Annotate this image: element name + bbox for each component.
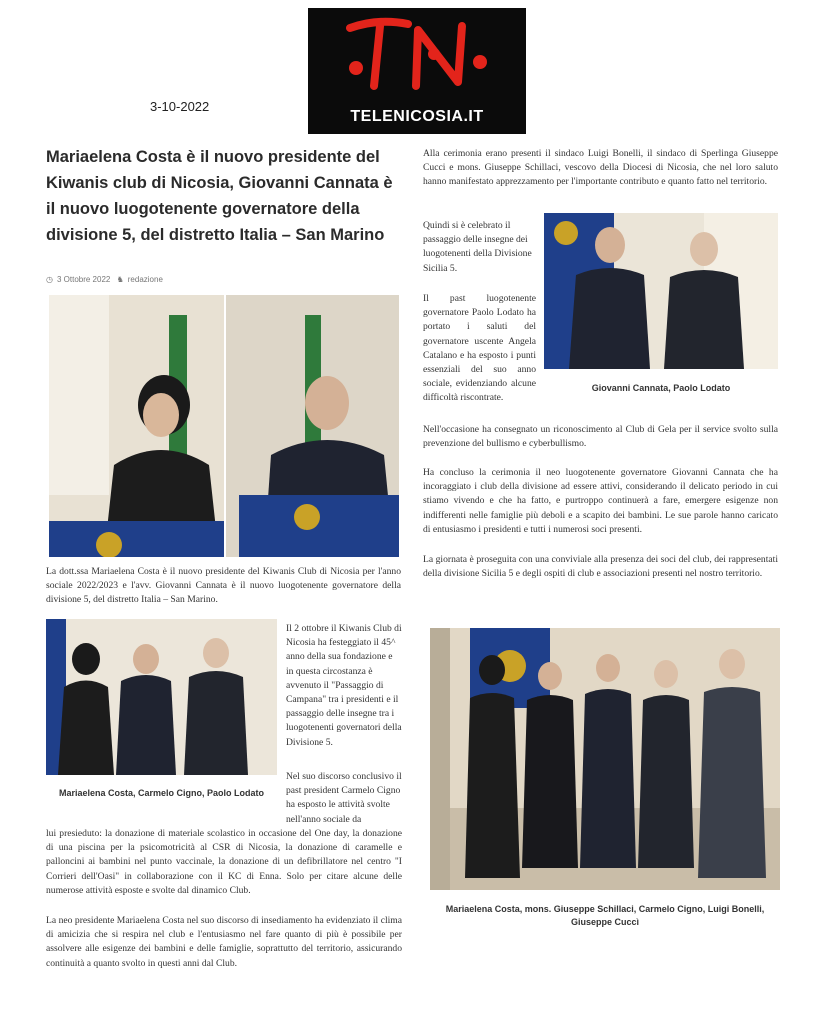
photo-cannata-lodato [544, 213, 778, 369]
paragraph-day: La giornata è proseguita con una conviviale alla presenza dei soci del club, dei rappresentati della divisione Sicilia 5 e degli ospiti di club e associazioni presenti nel nostro territorio. [423, 554, 778, 580]
photo-costa-cannata [49, 295, 399, 557]
caption-group: Mariaelena Costa, mons. Giuseppe Schillaci, Carmelo Cigno, Luigi Bonelli, Giuseppe Cuccì [445, 904, 765, 927]
paragraph-speech-start: Nel suo discorso conclusivo il past president Carmelo Cigno ha esposto le attività svolte nell'anno sociale da [286, 771, 402, 825]
logo-wordmark: TELENICOSIA.IT [350, 108, 484, 125]
article-title: Mariaelena Costa è il nuovo presidente del Kiwanis club di Nicosia, Giovanni Cannata è il nuovo luogotenente governatore della divisione 5, del distretto Italia – San Marino [46, 148, 393, 244]
photo-costa-cigno-lodato [46, 619, 277, 775]
caption-three: Mariaelena Costa, Carmelo Cigno, Paolo Lodato [58, 788, 265, 798]
paragraph-insignia: Quindi si è celebrato il passaggio delle insegne dei luogotenenti della Divisione Sicilia 5. [423, 220, 532, 274]
paragraph-anniversary: Il 2 ottobre il Kiwanis Club di Nicosia ha festeggiato il 45^ anno della sua fondazione e in questa circostanza è avvenuto il "Passaggio di Campana" tra i presidenti e il passaggio delle insegne tra i luogotenenti governatori della Divisione 5. [286, 623, 402, 748]
telenicosia-logo [308, 8, 526, 134]
clock-icon: ◷ [46, 275, 53, 284]
article-meta [46, 275, 167, 284]
tn-logo-icon [308, 8, 526, 108]
publication-date: 3-10-2022 [150, 99, 210, 114]
paragraph-recognition: Nell'occasione ha consegnato un riconoscimento al Club di Gela per il service svolto sulla prevenzione del bullismo e cyberbullismo. [423, 424, 778, 450]
caption-two: Giovanni Cannata, Paolo Lodato [591, 383, 731, 393]
paragraph-ceremony: Alla cerimonia erano presenti il sindaco Luigi Bonelli, il sindaco di Sperlinga Giuseppe Cucci e mons. Giuseppe Schillaci, vescovo della Diocesi di Nicosia, che nel loro saluto hanno manifestato apprezzamento per l'importante contributo e quanto fatto nel territorio. [423, 148, 778, 188]
paragraph-speech-continued: lui presieduto: la donazione di materiale scolastico in occasione del One day, la donazione di una piscina per la psicomotricità al CSR di Nicosia, la donazione di caramelle e palloncini ai bambini nel punto vaccinale, la donazione di un defibrillatore nel centro "I Corrieri dell'Oasi" in collaborazione con il KC di Enna. Solo per citare alcune delle numerose attività esposte e svolte dal dinamico Club. [46, 828, 402, 896]
paragraph-past-governor: Il past luogotenente governatore Paolo Lodato ha portato i saluti del governatore uscente Angela Catalano e ha esposto i punti essenziali del suo anno sociale, evidenziando alcune difficoltà riscontrate. [423, 293, 536, 404]
article-date: 3 Ottobre 2022 [56, 275, 111, 284]
photo-group [430, 628, 780, 890]
paragraph-new-president: La neo presidente Mariaelena Costa nel suo discorso di insediamento ha evidenziato il clima di amicizia che si respira nel club e l'entusiasmo nel fare quanto di più è possibile per assolvere alle esigenze dei bambini e delle famiglie, soprattutto del territorio, assicurando continuità a quanto svolto in questi anni dal Club. [46, 915, 402, 969]
paragraph-cannata: Ha concluso la cerimonia il neo luogotenente governatore Giovanni Cannata che ha incoraggiato i club della divisione ad essere attivi, considerando il delicato periodo in cui stiamo vivendo e che ha fatto, e purtroppo continuerà a fare, emergere esigenze non indifferenti nelle famiglie più deboli e a scapito dei bambini. Le sue parole hanno caricato di entusiasmo i presidenti e tutti i numerosi soci presenti. [423, 467, 778, 535]
article-author[interactable]: redazione [127, 275, 163, 284]
user-icon: ♞ [116, 275, 124, 284]
paragraph-intro: La dott.ssa Mariaelena Costa è il nuovo presidente del Kiwanis Club di Nicosia per l'anno sociale 2022/2023 e l'avv. Giovanni Cannata è il nuovo luogotenente governatore della divisione 5, del distretto Italia – San Marino. [46, 566, 401, 606]
